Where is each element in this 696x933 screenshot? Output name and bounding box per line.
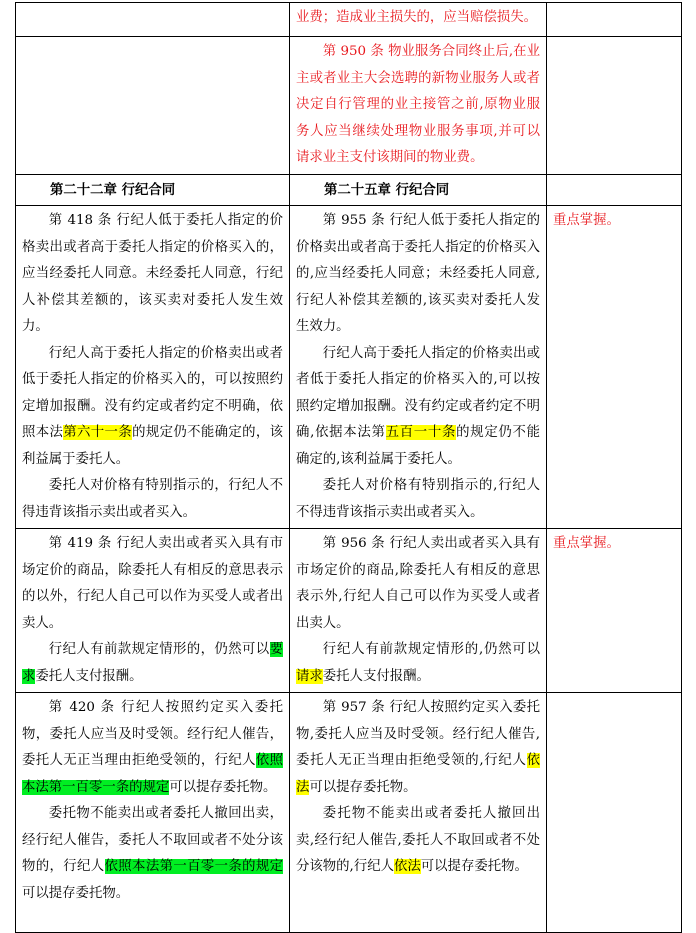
article-text: 行纪人有前款规定情形的,仍然可以请求委托人支付报酬。 [296,642,540,684]
note-cell [547,37,682,175]
chapter-heading-new: 第二十五章 行纪合同 [290,174,547,206]
article-text: 第 955 条 行纪人低于委托人指定的价格卖出或者高于委托人指定的价格买入的,应当经委托人同意；未经委托人同意,行纪人补偿其差额的,该买卖对委托人发生效力。 [296,213,540,334]
table-row [16,37,682,175]
article-text: 第 956 条 行纪人卖出或者买入具有市场定价的商品,除委托人有相反的意思表示外,行纪人自己可以作为买受人或者出卖人。 [296,536,540,631]
note-cell [547,206,682,529]
new-law-cell [290,693,547,933]
highlight: 请求 [296,668,323,684]
article-text: 委托物不能卖出或者委托人撤回出卖,经行纪人催告,委托人不取回或者不处分该物的,行纪人依法可以提存委托物。 [296,806,540,874]
highlight: 要求 [22,642,283,684]
new-law-cell [290,3,547,37]
article-text: 委托人对价格有特别指示的,行纪人不得违背该指示卖出或者买入。 [296,478,540,520]
table-row [16,693,682,933]
article-text: 第 418 条 行纪人低于委托人指定的价格卖出或者高于委托人指定的价格买入的，应当经委托人同意。未经委托人同意，行纪人补偿其差额的，该买卖对委托人发生效力。 [22,213,283,334]
article-text: 委托物不能卖出或者委托人撤回出卖，经行纪人催告，委托人不取回或者不处分该物的，行纪人依照本法第一百零一条的规定可以提存委托物。 [22,806,284,901]
article-text: 第 957 条 行纪人按照约定买入委托物,委托人应当及时受领。经行纪人催告,委托人无正当理由拒绝受领的,行纪人依法可以提存委托物。 [296,700,540,795]
table-row [16,529,682,693]
highlight: 依照本法第一百零一条的规定 [104,859,284,874]
old-law-cell [16,3,290,37]
article-text: 行纪人高于委托人指定的价格卖出或者低于委托人指定的价格买入的，可以按照约定增加报酬。没有约定或者约定不明确，依照本法第六十一条的规定仍不能确定的，该利益属于委托人。 [22,345,284,467]
old-law-cell [16,529,290,693]
highlight: 第六十一条 [63,425,133,440]
chapter-row [16,174,682,206]
new-law-cell [290,37,547,175]
note-cell [547,529,682,693]
table-row [16,3,682,37]
article-text: 第 419 条 行纪人卖出或者买入具有市场定价的商品，除委托人有相反的意思表示的以外，行纪人自己可以作为买受人或者出卖人。 [22,536,283,631]
old-law-cell [16,693,290,933]
note-cell [547,3,682,37]
note-cell [547,174,682,206]
article-text: 行纪人有前款规定情形的，仍然可以要求委托人支付报酬。 [22,642,283,684]
article-text: 第 420 条 行纪人按照约定买入委托物，委托人应当及时受领。经行纪人催告，委托人无正当理由拒绝受领的，行纪人依照本法第一百零一条的规定可以提存委托物。 [22,700,284,795]
highlight: 依法 [394,859,421,874]
article-text: 行纪人高于委托人指定的价格卖出或者低于委托人指定的价格买入的,可以按照约定增加报酬。没有约定或者约定不明确,依据本法第五百一十条的规定仍不能确定的,该利益属于委托人。 [296,345,541,467]
article-text: 委托人对价格有特别指示的，行纪人不得违背该指示卖出或者买入。 [22,478,283,520]
comparison-table [15,2,682,933]
new-law-cell [290,529,547,693]
note-text: 重点掌握。 [553,536,620,551]
highlight: 五百一十条 [385,425,457,440]
highlight: 依法 [296,753,540,795]
old-law-cell [16,206,290,529]
highlight: 依照本法第一百零一条的规定 [22,753,284,795]
old-law-cell [16,37,290,175]
article-text: 第 950 条 物业服务合同终止后,在业主或者业主大会选聘的新物业服务人或者决定自行管理的业主接管之前,原物业服务人应当继续处理物业服务事项,并可以请求业主支付该期间的物业费。 [296,44,540,165]
new-law-cell [290,206,547,529]
note-text: 重点掌握。 [553,213,620,228]
chapter-heading-old: 第二十二章 行纪合同 [16,174,290,206]
table-row [16,206,682,529]
article-text: 业费；造成业主损失的，应当赔偿损失。 [296,10,538,25]
note-cell [547,693,682,933]
